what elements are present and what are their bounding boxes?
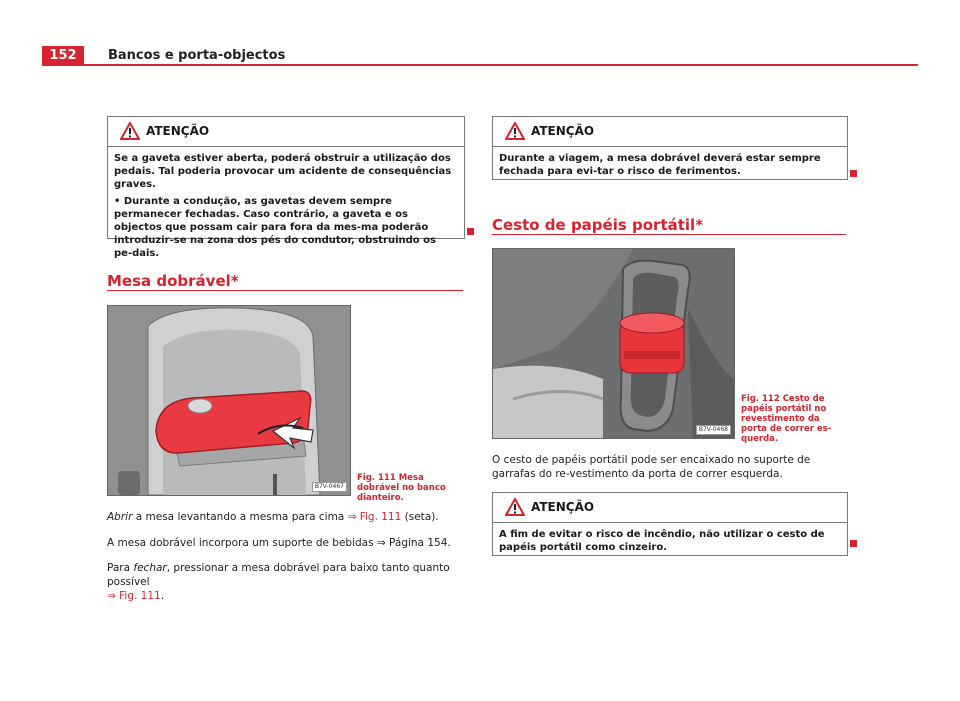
warning-box-fire-risk	[492, 492, 848, 556]
paragraph-waste-basket: O cesto de papéis portátil pode ser encaixado no suporte de garrafas do re-vestimento da porta de correr esquerda.	[492, 454, 811, 480]
figure-link[interactable]: ⇒ Fig. 111	[347, 511, 402, 523]
warning-triangle-icon	[505, 498, 525, 516]
paragraph-close-table: Para fechar, pressionar a mesa dobrável para baixo tanto quanto possível ⇒ Fig. 111.	[107, 562, 450, 602]
warning-body	[108, 147, 464, 266]
header-rule	[84, 64, 918, 66]
section-rule	[492, 234, 846, 235]
page-number: 152	[42, 46, 84, 66]
warning-triangle-icon	[120, 122, 140, 140]
figure-caption-111: Fig. 111 Mesa dobrável no banco dianteiro.	[357, 473, 446, 503]
warning-box-drawer	[107, 116, 465, 259]
paragraph-open-table: Abrir a mesa levantando a mesma para cima ⇒ Fig. 111 (seta).	[107, 511, 439, 523]
warning-box-table-travel	[492, 116, 848, 180]
section-heading-mesa: Mesa dobrável*	[107, 272, 239, 290]
warning-bullet: • Durante a condução, as gavetas devem sempre permanecer fechadas. Caso contrário, a gaveta e os objectos que possam cair para fora da mes-ma poderão introduzir-se na zona dos pés do condutor, obstruindo os pe-dais.	[114, 196, 436, 259]
warning-text: A fim de evitar o risco de incêndio, não utilizar o cesto de papéis portátil como cinzeiro.	[499, 529, 825, 553]
figure-112-waste-basket	[492, 248, 735, 439]
waste-basket-illustration	[493, 249, 734, 438]
figure-link[interactable]: ⇒ Fig. 111	[107, 590, 161, 602]
figure-111-folding-table	[107, 305, 351, 496]
section-heading-cesto: Cesto de papéis portátil*	[492, 216, 704, 234]
warning-header	[493, 493, 847, 523]
warning-text: Durante a viagem, a mesa dobrável deverá estar sempre fechada para evi-tar o risco de ferimentos.	[499, 153, 821, 177]
warning-title: ATENÇÃO	[531, 124, 595, 138]
seat-table-illustration	[108, 306, 350, 495]
warning-title: ATENÇÃO	[146, 124, 210, 138]
warning-triangle-icon	[505, 122, 525, 140]
page-header-title: Bancos e porta-objectos	[108, 48, 286, 63]
paragraph-cup-holder: A mesa dobrável incorpora um suporte de bebidas ⇒ Página 154.	[107, 537, 451, 549]
warning-header	[108, 117, 464, 147]
section-rule	[107, 290, 463, 291]
warning-body	[493, 523, 847, 560]
figure-code: B7V-0468	[696, 425, 731, 435]
warning-text: Se a gaveta estiver aberta, poderá obstruir a utilização dos pedais. Tal poderia provocar um acidente de consequências graves.	[114, 153, 452, 190]
section-end-mark	[850, 540, 857, 547]
section-end-mark	[850, 170, 857, 177]
warning-body	[493, 147, 847, 184]
warning-title: ATENÇÃO	[531, 500, 595, 514]
warning-header	[493, 117, 847, 147]
figure-caption-112: Fig. 112 Cesto de papéis portátil no revestimento da porta de correr es-querda.	[741, 394, 832, 444]
figure-code: B7V-0467	[312, 482, 347, 492]
section-end-mark	[467, 228, 474, 235]
